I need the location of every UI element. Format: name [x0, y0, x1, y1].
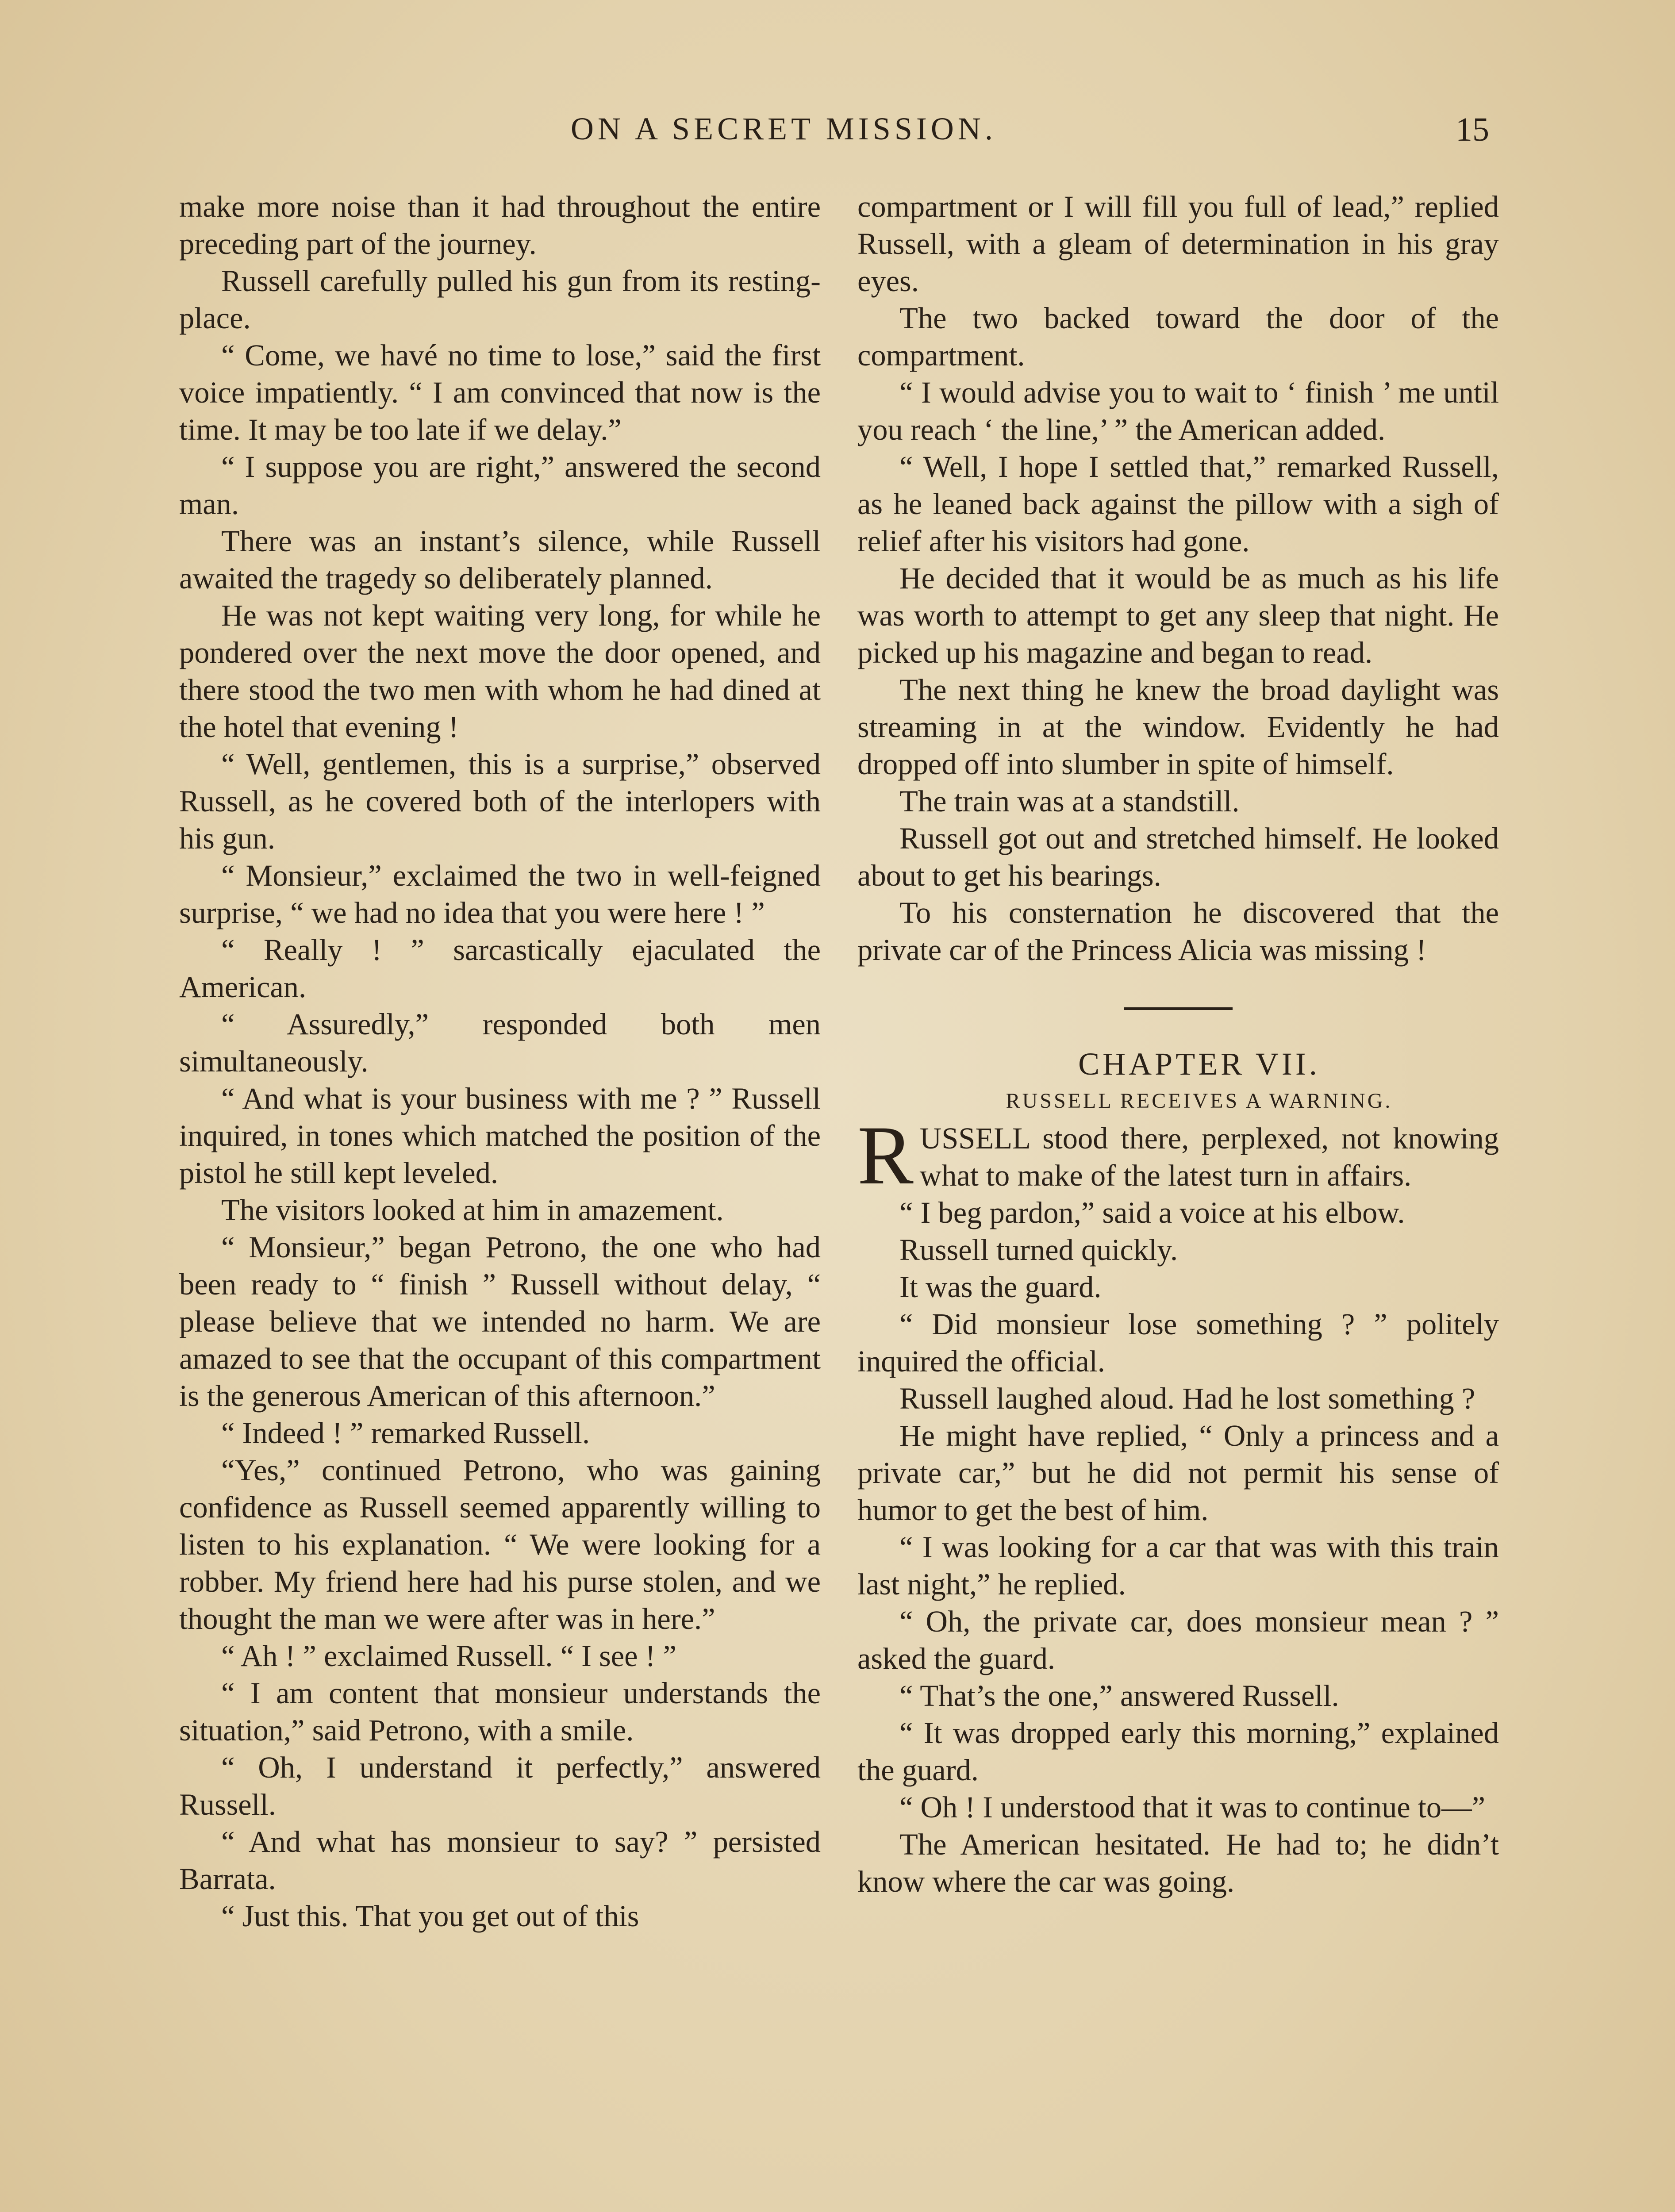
paragraph: “ Well, gentlemen, this is a surprise,” observed Russell, as he covered both of the interlopers with his gun.: [179, 747, 821, 855]
paragraph: “ It was dropped early this morning,” explained the guard.: [857, 1716, 1499, 1787]
paragraph: “ I was looking for a car that was with this train last night,” he replied.: [857, 1530, 1499, 1601]
paragraph: The American hesitated. He had to; he didn’t know where the car was going.: [857, 1828, 1499, 1898]
paragraph: The two backed toward the door of the compartment.: [857, 301, 1499, 372]
running-header: [0, 111, 1675, 164]
paragraph: “ And what has monsieur to say? ” persisted Barrata.: [179, 1825, 821, 1896]
chapter-opening-paragraph: [857, 1109, 1499, 1202]
paragraph: Russell carefully pulled his gun from its resting-place.: [179, 264, 821, 335]
paragraph: “ Indeed ! ” remarked Russell.: [221, 1416, 590, 1450]
paragraph: “ Well, I hope I settled that,” remarked Russell, as he leaned back against the pillow with a sigh of relief after his visitors had gone.: [857, 450, 1499, 558]
paragraph: “ Oh, the private car, does monsieur mean ? ” asked the guard.: [857, 1605, 1499, 1675]
paragraph: He might have replied, “ Only a princess and a private car,” but he did not permit his sense of humor to get the best of him.: [857, 1419, 1499, 1527]
right-column: [857, 188, 1499, 1900]
paragraph: “ I would advise you to wait to ‘ finish ’ me until you reach ‘ the line,’ ” the American added.: [857, 376, 1499, 446]
paragraph: “ Monsieur,” began Petrono, the one who had been ready to “ finish ” Russell without delay, “ please believe that we intended no harm. We are amazed to see that the occupant of this compartment is the generous American of this afternoon.”: [179, 1230, 821, 1413]
paragraph: compartment or I will fill you full of lead,” replied Russell, with a gleam of determination in his gray eyes.: [857, 190, 1499, 298]
paragraph: “ Ah ! ” exclaimed Russell. “ I see ! ”: [221, 1639, 677, 1673]
left-column: [179, 188, 821, 1935]
paragraph: “ Assuredly,” responded both men simultaneously.: [179, 1007, 821, 1078]
section-divider: [1124, 1007, 1233, 1010]
paragraph: Russell got out and stretched himself. He looked about to get his bearings.: [857, 822, 1499, 892]
paragraph: It was the guard.: [899, 1270, 1102, 1304]
paragraph: “ Come, we havé no time to lose,” said the first voice impatiently. “ I am convinced that now is the time. It may be too late if we delay.”: [179, 338, 821, 446]
paragraph: To his consternation he discovered that the private car of the Princess Alicia was missing !: [857, 896, 1499, 967]
paragraph: He decided that it would be as much as his life was worth to attempt to get any sleep that night. He picked up his magazine and began to read.: [857, 561, 1499, 669]
running-title: ON A SECRET MISSION.: [571, 111, 997, 146]
paragraph: The train was at a standstill.: [899, 784, 1240, 818]
paragraph: The next thing he knew the broad daylight was streaming in at the window. Evidently he had dropped off into slumber in spite of himself.: [857, 673, 1499, 781]
paragraph: Russell turned quickly.: [899, 1233, 1178, 1267]
paragraph: “ Did monsieur lose something ? ” politely inquired the official.: [857, 1307, 1499, 1378]
paragraph: “ I beg pardon,” said a voice at his elbow.: [899, 1196, 1405, 1229]
paragraph: “ I suppose you are right,” answered the second man.: [179, 450, 821, 521]
paragraph: “ I am content that monsieur understands the situation,” said Petrono, with a smile.: [179, 1676, 821, 1747]
opening-text: USSELL stood there, perplexed, not knowing what to make of the latest turn in affairs.: [919, 1121, 1499, 1192]
paragraph: He was not kept waiting very long, for while he pondered over the next move the door opened, and there stood the two men with whom he had dined at the hotel that evening !: [179, 599, 821, 744]
paragraph: “ Monsieur,” exclaimed the two in well-feigned surprise, “ we had no idea that you were here ! ”: [179, 859, 821, 929]
paragraph: Russell laughed aloud. Had he lost something ?: [899, 1382, 1475, 1415]
paragraph: “ And what is your business with me ? ” Russell inquired, in tones which matched the position of the pistol he still kept leveled.: [179, 1082, 821, 1190]
drop-cap: R: [857, 1109, 914, 1202]
chapter-title: CHAPTER VII.: [1078, 1046, 1320, 1082]
paragraph: “ Just this. That you get out of this: [221, 1899, 639, 1933]
paragraph: The visitors looked at him in amazement.: [221, 1193, 724, 1227]
paragraph: “ That’s the one,” answered Russell.: [899, 1679, 1339, 1713]
paragraph: “Yes,” continued Petrono, who was gaining confidence as Russell seemed apparently willing to listen to his explanation. “ We were looking for a robber. My friend here had his purse stolen, and we thought the man we were after was in here.”: [179, 1453, 821, 1636]
paragraph: “ Really ! ” sarcastically ejaculated the American.: [179, 933, 821, 1004]
paragraph: “ Oh, I understand it perfectly,” answered Russell.: [179, 1751, 821, 1821]
paragraph: make more noise than it had throughout the entire preceding part of the journey.: [179, 190, 821, 261]
chapter-subtitle: RUSSELL RECEIVES A WARNING.: [1006, 1089, 1393, 1113]
paragraph: There was an instant’s silence, while Russell awaited the tragedy so deliberately planned.: [179, 524, 821, 595]
paragraph: “ Oh ! I understood that it was to continue to—”: [899, 1790, 1486, 1824]
page-number: 15: [1456, 111, 1489, 148]
